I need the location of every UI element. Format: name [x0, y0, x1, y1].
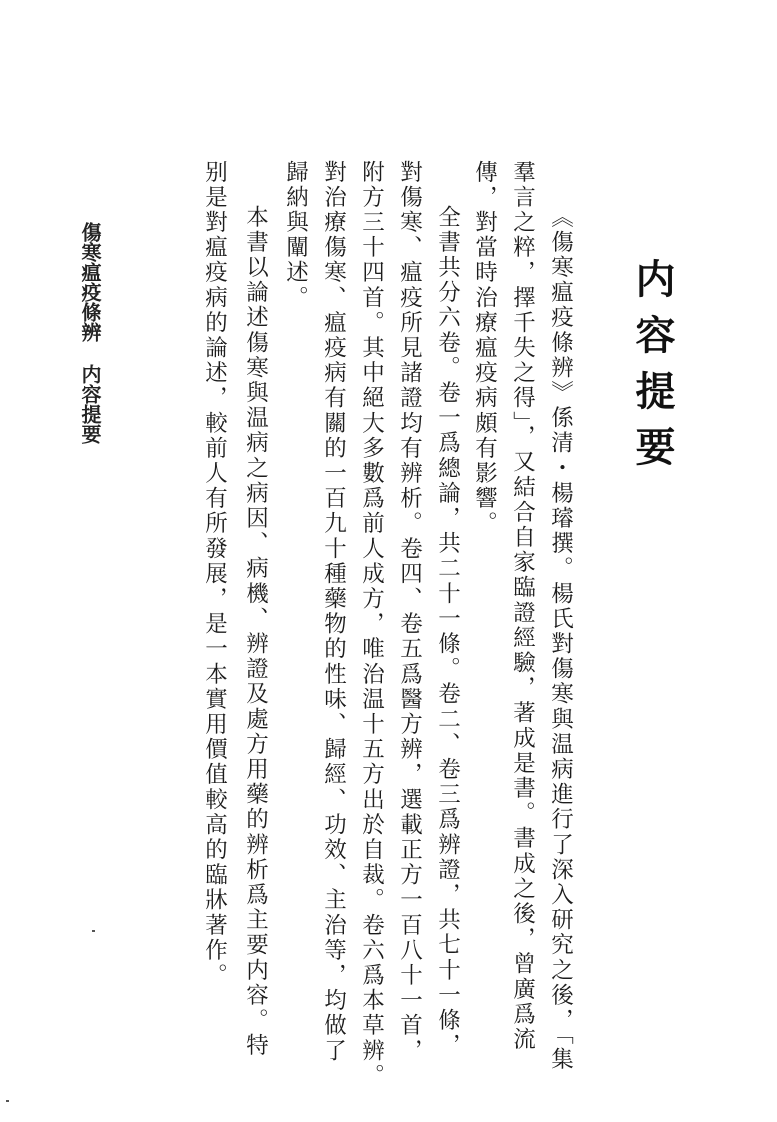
scan-speck [92, 930, 95, 932]
page-title: 内容提要 [629, 258, 676, 482]
running-head [80, 222, 100, 444]
paragraph-2-column-5: 歸納與闡述。 [282, 160, 309, 311]
paragraph-2-column-1: 全書共分六卷。卷一爲總論，共二十一條。卷二、卷三爲辨證，共七十一條， [434, 205, 461, 1059]
paragraph-3-column-1: 本書以論述傷寒與温病之病因、病機、辨證及處方用藥的辨析爲主要内容。特 [242, 205, 269, 1059]
paragraph-2-column-3: 附方三十四首。其中絕大多數爲前人成方，唯治温十五方出於自裁。卷六爲本草辨。 [358, 160, 385, 1089]
paragraph-2-column-4: 對治療傷寒、瘟疫病有關的一百九十種藥物的性味、歸經、功效、主治等，均做了 [320, 160, 347, 1064]
running-head-section: 内容提要 [78, 364, 102, 444]
paragraph-1-column-3: 傳，對當時治療瘟疫病頗有影響。 [471, 160, 498, 537]
scan-speck [6, 1100, 9, 1102]
paragraph-3-column-2: 别是對瘟疫病的論述，較前人有所發展，是一本實用價值較高的臨牀著作。 [201, 160, 228, 989]
paragraph-1-column-1: 《傷寒瘟疫條辨》係清・楊璿撰。楊氏對傷寒與温病進行了深入研究之後，「集 [547, 205, 574, 1073]
paragraph-2-column-2: 對傷寒、瘟疫所見諸證均有辨析。卷四、卷五爲醫方辨，選載正方一百八十一首， [396, 160, 423, 1064]
running-head-book-title: 傷寒瘟疫條辨 [78, 222, 102, 342]
paragraph-1-column-2: 羣言之粹，擇千失之得」，又結合自家臨證經驗，著成是書。書成之後，曾廣爲流 [509, 160, 536, 1053]
